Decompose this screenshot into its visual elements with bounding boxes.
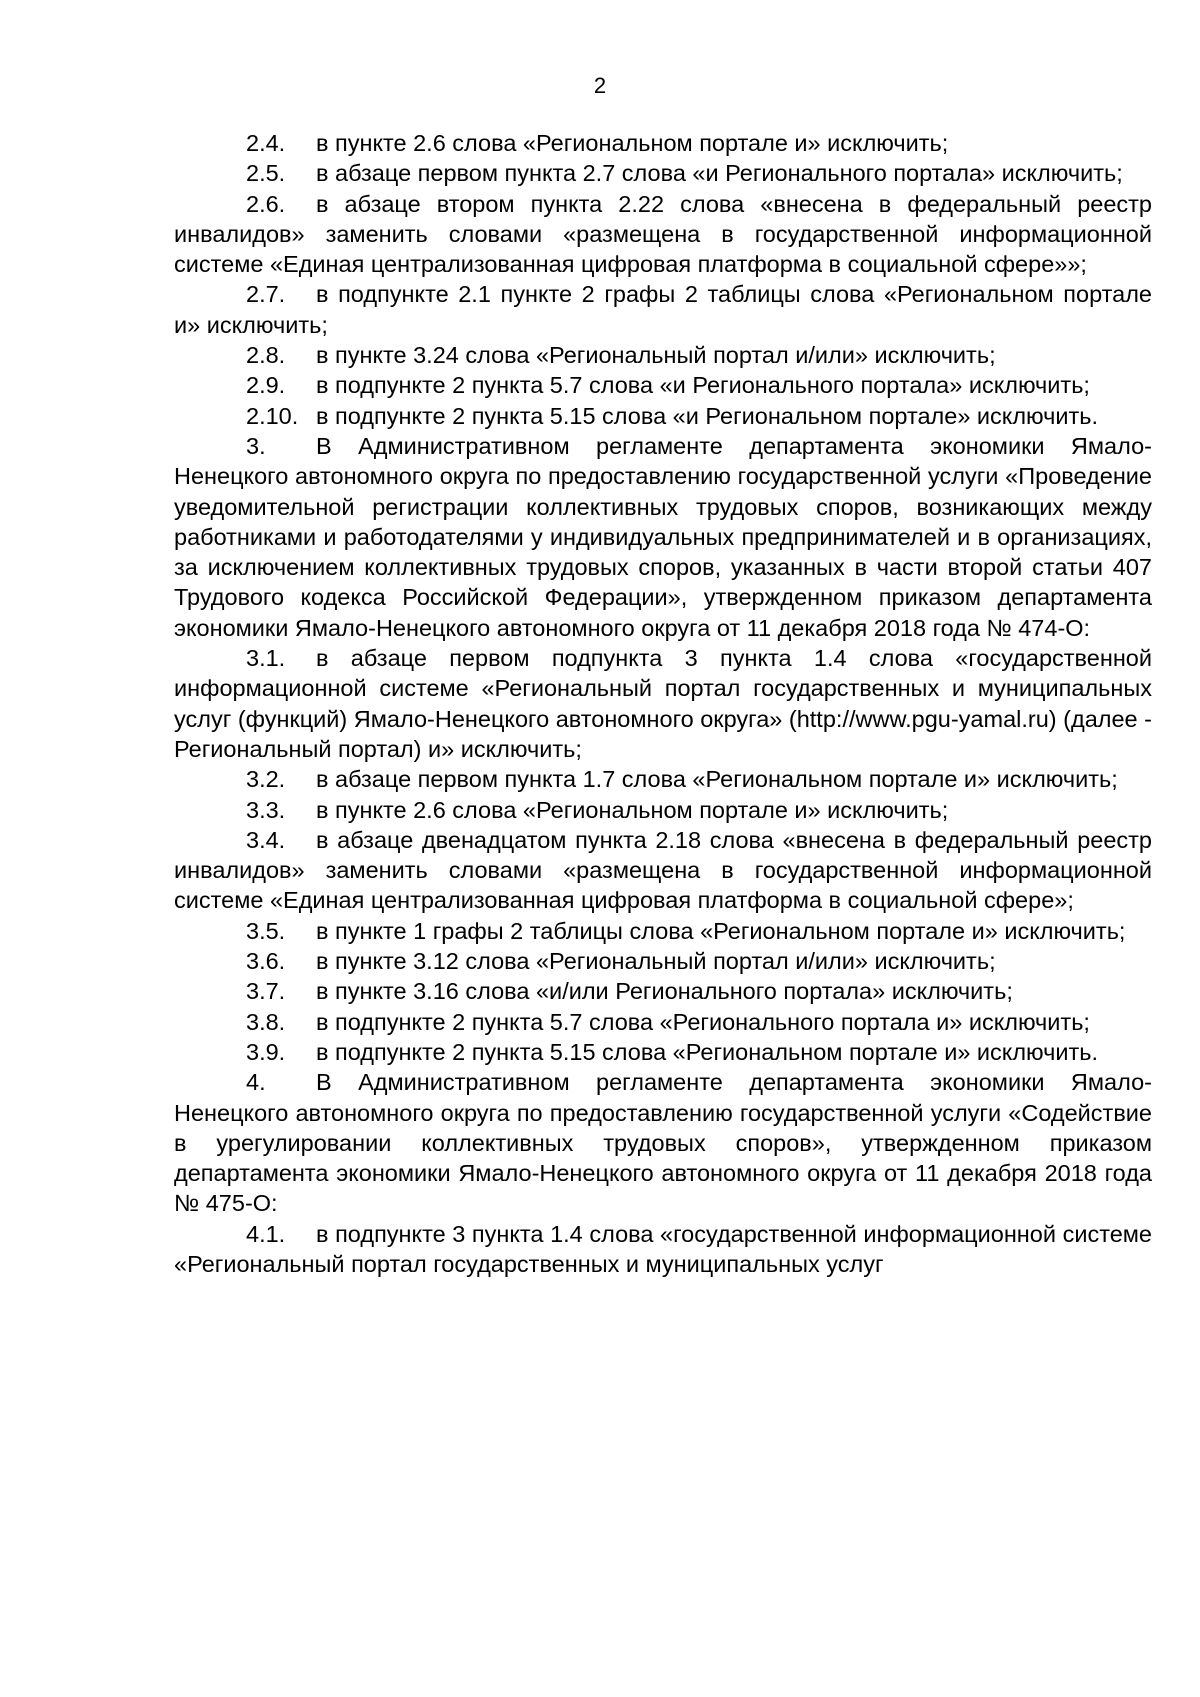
paragraph-text: в пункте 3.12 слова «Региональный портал и/или» исключить; (316, 948, 996, 975)
item-number: 3.4. (246, 826, 286, 853)
item-number: 2.9. (246, 372, 286, 399)
paragraph (174, 1007, 1152, 1037)
item-number: 4.1. (246, 1220, 286, 1247)
paragraph (174, 1067, 1152, 1218)
paragraph (174, 279, 1152, 340)
paragraph (174, 825, 1152, 916)
paragraph (174, 158, 1152, 188)
item-number: 3.3. (246, 796, 286, 823)
item-number: 3.9. (246, 1038, 286, 1065)
paragraph (174, 431, 1152, 643)
item-number: 3.8. (246, 1008, 286, 1035)
paragraph-text: в абзаце втором пункта 2.22 слова «внесена в федеральный реестр инвалидов» заменить словами «размещена в государственной информационной системе «Единая централизованная цифровая платформа в социальной сфере»»; (174, 190, 1152, 278)
paragraph (174, 946, 1152, 976)
paragraph-text: в абзаце первом подпункта 3 пункта 1.4 слова «государственной информационной системе «Региональный портал государственных и муниципальных услуг (функций) Ямало-Ненецкого автономного округа» (http://www.pgu-yamal.ru) (далее - Региональный портал) и» исключить; (174, 645, 1152, 762)
paragraph (174, 643, 1152, 764)
paragraph (174, 764, 1152, 794)
paragraph-text: В Административном регламенте департамента экономики Ямало-Ненецкого автономного округа по предоставлению государственной услуги «Проведение уведомительной регистрации коллективных трудовых споров, возникающих между работниками и работодателями у индивидуальных предпринимателей и в организациях, за исключением коллективных трудовых споров, указанных в части второй статьи 407 Трудового кодекса Российской Федерации», утвержденном приказом департамента экономики Ямало-Ненецкого автономного округа от 11 декабря 2018 года № 474-О: (174, 432, 1152, 641)
paragraph-text: в подпункте 2.1 пункте 2 графы 2 таблицы слова «Региональном портале и» исключить; (174, 281, 1152, 338)
document-body (174, 128, 1152, 1279)
paragraph (174, 340, 1152, 370)
item-number: 2.6. (246, 190, 286, 217)
paragraph (174, 1219, 1152, 1280)
item-number: 2.4. (246, 130, 286, 156)
paragraph-text: в подпункте 2 пункта 5.15 слова «Региональном портале и» исключить. (316, 1038, 1099, 1065)
paragraph-text: в абзаце первом пункта 1.7 слова «Региональном портале и» исключить; (316, 766, 1118, 793)
item-number: 2.7. (246, 281, 286, 308)
item-number: 3.5. (246, 917, 286, 944)
paragraph-text: в пункте 3.16 слова «и/или Регионального портала» исключить; (316, 978, 1013, 1005)
paragraph (174, 370, 1152, 400)
paragraph (174, 976, 1152, 1006)
paragraph-text: в подпункте 3 пункта 1.4 слова «государственной информационной системе «Региональный портал государственных и муниципальных услуг (174, 1220, 1152, 1277)
paragraph-text: в подпункте 2 пункта 5.15 слова «и Региональном портале» исключить. (316, 402, 1099, 429)
paragraph (174, 916, 1152, 946)
paragraph (174, 795, 1152, 825)
paragraph-text: в абзаце двенадцатом пункта 2.18 слова «внесена в федеральный реестр инвалидов» заменить словами «размещена в государственной информационной системе «Единая централизованная цифровая платформа в социальной сфере»; (174, 826, 1152, 914)
paragraph-text: в пункте 3.24 слова «Региональный портал и/или» исключить; (316, 342, 996, 369)
item-number: 2.8. (246, 342, 286, 369)
item-number: 3. (246, 432, 266, 459)
item-number: 2.10. (246, 402, 299, 429)
paragraph (174, 128, 1152, 158)
item-number: 3.2. (246, 766, 286, 793)
item-number: 2.5. (246, 160, 286, 187)
paragraph-text: в пункте 2.6 слова «Региональном портале и» исключить; (316, 130, 949, 156)
item-number: 3.7. (246, 978, 286, 1005)
item-number: 3.1. (246, 645, 286, 672)
item-number: 4. (246, 1069, 266, 1096)
paragraph-text: в пункте 2.6 слова «Региональном портале и» исключить; (316, 796, 949, 823)
page-number: 2 (593, 73, 607, 98)
paragraph-text: в подпункте 2 пункта 5.7 слова «Регионального портала и» исключить; (316, 1008, 1090, 1035)
item-number: 3.6. (246, 948, 286, 975)
paragraph-text: в пункте 1 графы 2 таблицы слова «Региональном портале и» исключить; (316, 917, 1126, 944)
paragraph-text: В Административном регламенте департамента экономики Ямало-Ненецкого автономного округа по предоставлению государственной услуги «Содействие в урегулировании коллективных трудовых споров», утвержденном приказом департамента экономики Ямало-Ненецкого автономного округа от 11 декабря 2018 года № 475-О: (174, 1069, 1152, 1217)
paragraph-text: в абзаце первом пункта 2.7 слова «и Регионального портала» исключить; (316, 160, 1123, 187)
paragraph-text: в подпункте 2 пункта 5.7 слова «и Регионального портала» исключить; (316, 372, 1090, 399)
paragraph (174, 401, 1152, 431)
paragraph (174, 189, 1152, 280)
paragraph (174, 1037, 1152, 1067)
